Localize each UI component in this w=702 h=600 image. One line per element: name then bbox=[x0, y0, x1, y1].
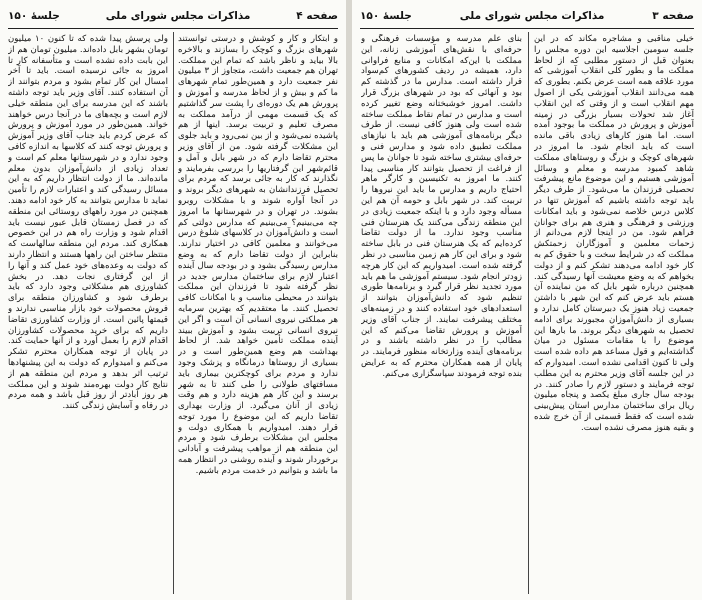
right-page bbox=[352, 0, 702, 600]
column-divider bbox=[528, 32, 529, 594]
text-column-left bbox=[361, 34, 522, 594]
column-text: ولی پرسش پیدا شده که تا کنون ۱۰ میلیون تومان بشهر بابل داده‌اند. میلیون تومان هم از این بابت داده نشده است و متأسفانه کار تا امروز به جائی نرسیده است. باید تا آخر امسال این کار تمام بشود و مردم بتوانند از آن استفاده کنند. آقای وزیر باید توجه داشته باشند که این مدرسه برای این منطقه خیلی لازم است و بچه‌های ما در آنجا درس خواهند خواند. همین‌طور در مورد آموزش و پرورش که عرض کردم باید جناب آقای وزیر آموزش و پرورش توجه کنند که کلاسها به اندازه کافی وجود ندارد و در شهرستانها معلم کم است و تعداد زیادی از دانش‌آموزان بدون معلم مانده‌اند. ما از دولت انتظار داریم که به این مسائل رسیدگی کند و اعتبارات لازم را تأمین نماید تا مدارس بتوانند به کار خود ادامه دهند. همچنین در مورد راههای روستائی این منطقه که در فصل زمستان قابل عبور نیست باید اقدام شود و وزارت راه هم در این خصوص همکاری کند. مردم این منطقه سالهاست که منتظر ساختن این راهها هستند و انتظار دارند که دولت به وعده‌های خود عمل کند و آنها را از این گرفتاری نجات دهد. در بخش کشاورزی هم مشکلاتی وجود دارد که باید برطرف شود و کشاورزان منطقه برای فروش محصولات خود بازار مناسبی ندارند و قیمتها پائین است. از وزارت کشاورزی تقاضا داریم که برای خرید محصولات کشاورزان اقدام لازم را بعمل آورد و از آنها حمایت کند. در پایان از توجه همکاران محترم تشکر می‌کنم و امیدوارم که دولت به این پیشنهادها ترتیب اثر بدهد و مردم این منطقه هم از نتایج کار دولت بهره‌مند شوند و این مملکت هر روز آبادتر از روز قبل باشد و همه مردم در رفاه و آسایش زندگی کنند. bbox=[8, 34, 168, 412]
right-page-header bbox=[360, 6, 694, 26]
page-number: صفحه ۳ bbox=[652, 10, 694, 22]
page-number: صفحه ۴ bbox=[296, 10, 338, 22]
left-page-header bbox=[8, 6, 338, 26]
text-column-right bbox=[534, 34, 694, 594]
left-page bbox=[0, 0, 346, 600]
header-divider bbox=[360, 28, 694, 29]
text-column-left bbox=[8, 34, 168, 594]
column-text: بنای علم مدرسه و مؤسسات فرهنگی و حرفه‌ای با نقش‌های آموزشی زنانه، این مملکت با این‌که امکانات و منابع فراوانی دارد، همیشه در ردیف کشورهای کم‌سواد قرار داشته است. مدارس ما در گذشته کم بود و آنهائی که بود در شهرهای بزرگ قرار داشت. امروز خوشبختانه وضع تغییر کرده است و مدارس در تمام نقاط مملکت ساخته شده است ولی هنوز کافی نیست. از طرف دیگر برنامه‌های آموزشی هم باید با نیازهای مملکت تطبیق داده شود و مدارس فنی و حرفه‌ای بیشتری ساخته شود تا جوانان ما پس از فراغت از تحصیل بتوانند کار مناسبی پیدا کنند. ما امروز به تکنیسین و کارگر ماهر احتیاج داریم و مدارس ما باید این نیروها را تربیت کند. در شهر بابل و حومه آن هم این مسأله وجود دارد و با اینکه جمعیت زیادی در این منطقه زندگی می‌کنند یک هنرستان فنی مناسب وجود ندارد. ما از دولت تقاضا کرده‌ایم که یک هنرستان فنی در بابل ساخته شود و برای این کار هم زمین مناسبی در نظر گرفته شده است. امیدواریم که این کار هرچه زودتر انجام شود. سیستم آموزشی ما هم باید مورد تجدید نظر قرار گیرد و برنامه‌ها طوری تنظیم شود که دانش‌آموزان بتوانند از استعدادهای خود استفاده کنند و در زمینه‌های مختلف پیشرفت نمایند. از جناب آقای وزیر آموزش و پرورش تقاضا می‌کنم که این مطالب را در نظر داشته باشند و در برنامه‌های آینده وزارتخانه منظور فرمایند. در پایان از همه همکاران محترم که به عرایض بنده توجه فرمودند سپاسگزاری می‌کنم. bbox=[361, 34, 522, 379]
page-title: مذاکرات مجلس شورای ملی bbox=[105, 10, 251, 22]
column-divider bbox=[173, 32, 174, 594]
session-label: جلسهٔ ۱۵۰ bbox=[360, 10, 412, 22]
page-title: مذاکرات مجلس شورای ملی bbox=[459, 10, 605, 22]
column-text: و ابتکار و کار و کوشش و درستی توانستند شهرهای بزرگ و کوچک را بسازند و بالاخره بالا بیاید و ناظر باشد که تمام این مملکت. تهران هم جمعیت داشت، متجاوز از ۳ میلیون نفر جمعیت دارد و همین‌طور تمام شهرهای ما کم و بیش و از لحاظ مدرسه و آموزش و پرورش هم یک دوره‌ای را پشت سر گذاشتیم که یک قسمت مهمی از درآمد مملکت به مصرف تعلیم و تربیت برسد. اینها از هم پاشیده نمی‌شود و از بین نمی‌رود و باید جلوی این مشکلات گرفته شود. من از آقای وزیر محترم تقاضا دارم که در شهر بابل و آمل و قائم‌شهر این گرفتاریها را بررسی بفرمایند و نگذارند که کار به جائی برسد که مردم برای تحصیل فرزندانشان به شهرهای دیگر بروند و در آنجا آواره شوند و با مشکلات روبرو بشوند. در تهران و در شهرستانها ما امروز چه می‌بینیم؟ می‌بینیم که مدارس دولتی کم است و دانش‌آموزان در کلاسهای شلوغ درس می‌خوانند و معلمین کافی در اختیار ندارند. بنابراین از دولت تقاضا دارم که به وضع مدارس رسیدگی بشود و در بودجه سال آینده اعتبار لازم برای ساختمان مدارس جدید در نظر گرفته شود تا فرزندان این مملکت بتوانند در محیطی مناسب و با امکانات کافی تحصیل کنند. ما معتقدیم که بهترین سرمایه هر مملکتی نیروی انسانی آن است و اگر این نیروی انسانی تربیت بشود و آموزش ببیند آینده مملکت تأمین خواهد شد. از لحاظ بهداشت هم وضع همین‌طور است و در بسیاری از روستاها درمانگاه و پزشک وجود ندارد و مردم برای کوچکترین بیماری باید مسافتهای طولانی را طی کنند تا به شهر برسند و این کار هم هزینه دارد و هم وقت زیادی از آنان می‌گیرد. از وزارت بهداری تقاضا داریم که این موضوع را مورد توجه قرار دهند. امیدواریم با همکاری دولت و مجلس این مشکلات برطرف شود و مردم این منطقه هم از مواهب پیشرفت و آبادانی برخوردار شوند و آینده روشنی در انتظار همه ما باشد و بتوانیم در خدمت مردم باشیم. bbox=[178, 34, 338, 476]
column-text: خیلی مناقبی و مشاجره مکاند که در این جلسه سومین اجلاسیه این دوره مجلس را بعنوان قبل از دستور مطلبی که از لحاظ مملکت ما و بطور کلی انقلاب آموزشی که مورد علاقه همه است عرض بکنم. بطوری که همه می‌دانند انقلاب آموزشی یکی از اصول مهم انقلاب است و از وقتی که این انقلاب آغاز شد تحولات بسیار بزرگی در زمینه آموزش و پرورش در مملکت ما بوجود آمده است. اما هنوز کارهای زیادی باقی مانده است که باید انجام شود. ما امروز در شهرهای کوچک و بزرگ و روستاهای مملکت شاهد کمبود مدرسه و معلم و وسائل آموزشی هستیم و این موضوع مانع پیشرفت تحصیلی فرزندان ما می‌شود. از طرف دیگر باید توجه داشته باشیم که آموزش تنها در کلاس درس خلاصه نمی‌شود و باید امکانات ورزشی و فرهنگی و هنری هم برای جوانان فراهم شود. من در اینجا لازم می‌دانم از زحمات معلمین و آموزگاران زحمتکش مملکت که در شرایط سخت و با حقوق کم به کار خود ادامه می‌دهند تشکر کنم و از دولت بخواهم که به وضع معیشت آنها رسیدگی کند. همچنین درباره شهر بابل که من نماینده آن هستم باید عرض کنم که این شهر با داشتن جمعیت زیاد هنوز یک دبیرستان کامل ندارد و بسیاری از دانش‌آموزان مجبورند برای ادامه تحصیل به شهرهای دیگر بروند. ما بارها این موضوع را با مقامات مسئول در میان گذاشته‌ایم و قول مساعد هم داده شده است ولی تا کنون اقدامی نشده است. امیدوارم که در این جلسه آقای وزیر محترم به این مطلب توجه فرمایند و دستور لازم را صادر کنند. در بودجه سال جاری مبلغ یکصد و پنجاه میلیون ریال برای ساختمان مدارس استان پیش‌بینی شده است که فقط قسمتی از آن خرج شده و بقیه هنوز مصرف نشده است. bbox=[534, 34, 694, 433]
header-divider bbox=[8, 28, 338, 29]
session-label: جلسهٔ ۱۵۰ bbox=[8, 10, 60, 22]
text-column-right bbox=[178, 34, 338, 594]
